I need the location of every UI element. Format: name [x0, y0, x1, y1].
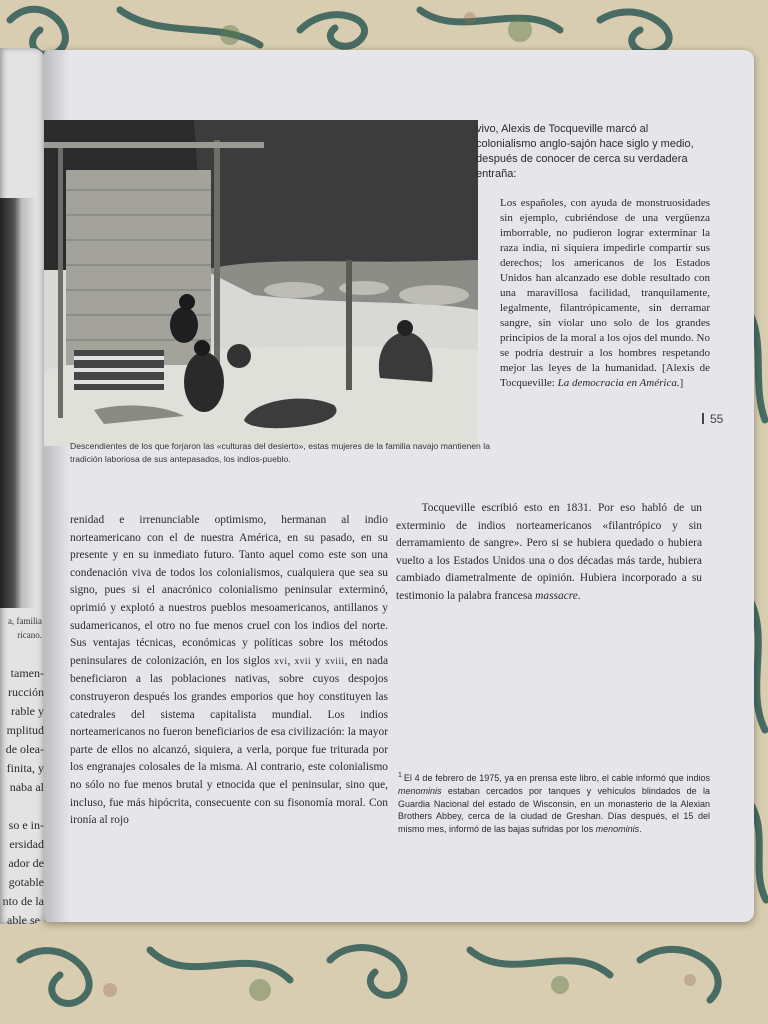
- body-column-right: [396, 500, 702, 606]
- left-facing-page: [0, 48, 46, 924]
- left-body-line: finita, y: [6, 761, 44, 775]
- left-page-body: [0, 664, 44, 924]
- quote-source-suffix: ]: [679, 377, 684, 389]
- body-left-part1: renidad e irrenunciable optimismo, hermanan al indio norteamericano con el de nuestra América, en su pasado, en su presente y en su inmediato futuro. Tanto aquel como este son una condenación viva de todos los colonialismos, cualquiera que sea su signo, pues si el anacrónico colonialismo peninsular exterminó, oprimió y explotó a nuestros pueblos mesoamericanos, antillanos y sudamericanos, el otro no fue menos cruel con los indios del norte. Sus ventajas técnicas, económicas y políticas sobre los métodos peninsulares de colonización, en los siglos: [70, 514, 388, 667]
- intro-paragraph: vivo, Alexis de Tocqueville marcó al colonialismo anglo-sajón hace siglo y medio, después de conocer de cerca su verdadera entraña:: [476, 123, 694, 180]
- body-left-sep2: y: [311, 654, 326, 667]
- left-body-line: tamen-: [10, 666, 44, 680]
- body-right-end: .: [577, 589, 581, 602]
- left-body-line: nto de la: [2, 894, 44, 908]
- footnote-part1: El 4 de febrero de 1975, ya en prensa este libro, el cable informó que indios: [403, 773, 710, 783]
- century-16: xvi: [274, 656, 288, 667]
- left-page-caption: [0, 614, 42, 642]
- body-column-left: [70, 512, 388, 830]
- left-caption-line: ricano.: [17, 630, 42, 640]
- left-body-line: naba al: [9, 780, 44, 794]
- footnote: [398, 770, 710, 836]
- left-body-line: ersidad: [9, 837, 44, 851]
- quote-source-title: La democracia en América.: [557, 377, 680, 389]
- body-right-italic-word: massacre: [535, 589, 578, 602]
- page-number: [702, 412, 723, 426]
- tocqueville-quote: [500, 196, 710, 391]
- left-body-line: rable y: [11, 704, 44, 718]
- left-body-line: [0, 797, 44, 816]
- page-number-marker: [702, 413, 704, 424]
- page-number-text: 55: [710, 412, 724, 426]
- navajo-weaving-photo: [44, 120, 478, 446]
- photo-caption: Descendientes de los que forjaron las «culturas del desierto», estas mujeres de la familia navajo mantienen la tradición laboriosa de sus antepasados, los indios-pueblo.: [70, 441, 490, 464]
- body-right-text: Tocqueville escribió esto en 1831. Por eso habló de un exterminio de indios norteamericanos «filantrópico y sin derramamiento de sangre». Pero si se hubiera quedado o hubiera vuelto a los Estados Unidos una o dos décadas más tarde, hubiera cambiado diametralmente de opinión. Hubiera incorporado a su testimonio la palabra francesa: [396, 502, 703, 602]
- footnote-marker: 1: [398, 772, 402, 779]
- left-body-line: mplitud: [6, 723, 44, 737]
- left-body-line: rucción: [8, 685, 44, 699]
- body-left-sep1: ,: [287, 654, 295, 667]
- left-body-line: ador de: [8, 856, 44, 870]
- century-18: xviii: [325, 656, 345, 667]
- left-body-line: able se-: [7, 913, 44, 924]
- left-caption-line: a, familia: [8, 616, 42, 626]
- footnote-tribe-2: menominis: [595, 824, 640, 835]
- quote-text: Los españoles, con ayuda de monstruosidades sin ejemplo, cubriéndose de una vergüenza imborrable, no pudieron lograr exterminar la raza india, ni siquiera impedirle compartir sus derechos; los americanos de los Estados Unidos han alcanzado ese doble resultado con una maravillosa facilidad, tranquilamente, legalmente, filantrópicamente, sin derramar sangre, sin violar uno solo de los grandes principios de la moral a los ojos del mundo. No se podría destruir a los hombres respetando mejor las leyes de la humanidad.: [500, 197, 710, 374]
- left-page-photo: [0, 198, 36, 608]
- century-17: xvii: [294, 656, 312, 667]
- left-body-line: de olea-: [5, 742, 44, 756]
- footnote-tribe-1: menominis: [398, 785, 442, 796]
- left-body-line: so e in-: [8, 818, 44, 832]
- quote-source-prefix: [Alexis de Tocqueville:: [500, 362, 711, 389]
- body-left-part2: , en nada beneficiaron a las poblaciones nativas, sobre cuyos despojos construyeron después los grandes emporios que hoy constituyen las catedrales del sistema capitalista mundial. Los indios norteamericanos no fueron beneficiarios de esa civilización: la mayor parte de ellos no alcanzó, siquiera, a verla, porque fue triturada por los engranajes colosales de la misma. Al contrario, este colonialismo no sólo no fue menos brutal y etnocida que el peninsular, sino que, incluso, fue más hipócrita, consecuente con su fisonomía moral. Con ironía al rojo: [70, 654, 389, 827]
- book-page: [44, 50, 754, 922]
- left-body-line: gotable: [8, 875, 44, 889]
- footnote-end: .: [639, 824, 642, 835]
- footnote-part2: estaban cercados por tanques y vehículos blindados de la Guardia Nacional del estado de Wisconsin, en un monasterio de la Alexian Brothers Abbey, cerca de la ciudad de Greshan. Días después, el 15 del mismo mes, informó de las bajas sufridas por los: [398, 785, 710, 835]
